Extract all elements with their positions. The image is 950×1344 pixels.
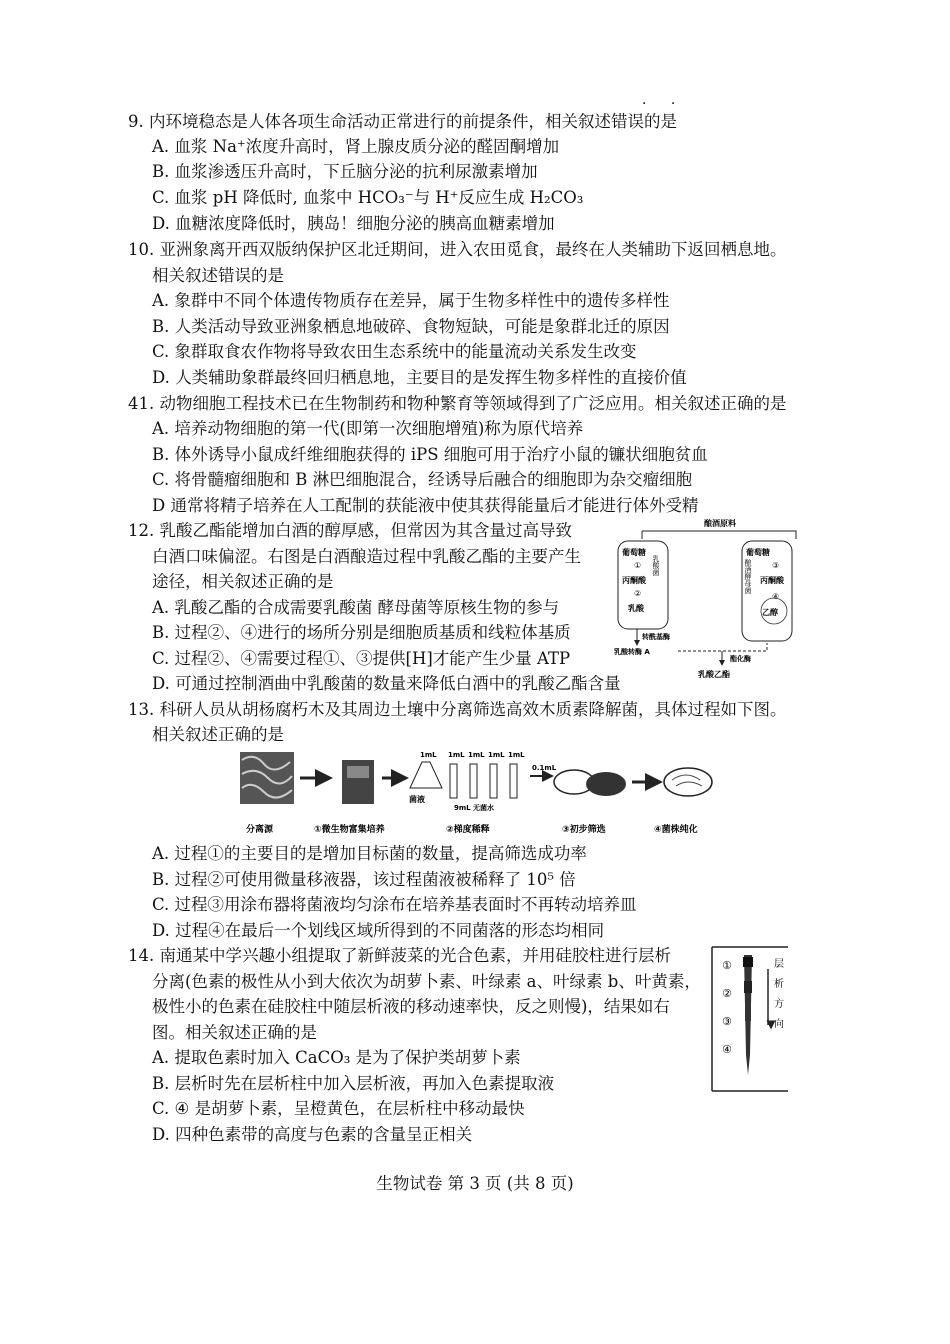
q12-pathway-diagram (612, 515, 826, 681)
fig12-right-glucose: 葡萄糖 (746, 548, 770, 557)
fig12-step2: ② (634, 589, 642, 598)
q10-option-c: C. 象群取食农作物将导致农田生态系统中的能量流动关系发生改变 (152, 342, 637, 361)
q11-stem: 41. 动物细胞工程技术已在生物制药和物种繁育等领域得到了广泛应用。相关叙述正确的是 (128, 394, 787, 413)
q14-stem-line1: 14. 南通某中学兴趣小组提取了新鲜菠菜的光合色素，并用硅胶柱进行层析 (128, 946, 671, 965)
fig13-tube-2 (470, 764, 477, 798)
fig13-label-source: 分离源 (246, 825, 274, 835)
fig12-step1: ① (634, 561, 642, 570)
q13-option-c: C. 过程③用涂布器将菌液均匀涂布在培养基表面时不再转动培养皿 (152, 895, 637, 914)
fig13-label-step1: ①微生物富集培养 (314, 825, 385, 835)
q12-option-d: D. 可通过控制酒曲中乳酸菌的数量来降低白酒中的乳酸乙酯含量 (152, 674, 621, 693)
fig14-band-label-1: ① (722, 959, 732, 972)
fig14-dir-1: 层 (774, 959, 784, 970)
fig14-band-label-2: ② (722, 987, 732, 1000)
fig13-tube-group (450, 764, 517, 798)
fig13-label-step4: ④菌株纯化 (654, 825, 698, 835)
fig14-band-label-4: ④ (722, 1043, 732, 1056)
q9-option-a: A. 血浆 Na⁺浓度升高时，肾上腺皮质分泌的醛固酮增加 (152, 137, 560, 156)
q13-option-d: D. 过程④在最后一个划线区域所得到的不同菌落的形态均相同 (152, 921, 605, 940)
fig13-bottle (410, 762, 442, 788)
q11-option-a: A. 培养动物细胞的第一代(即第一次细胞增殖)称为原代培养 (152, 419, 584, 438)
q14-column-diagram (710, 945, 794, 1093)
q14-stem-line4: 图。相关叙述正确的是 (152, 1023, 317, 1042)
fig13-vol-3: 1mL (468, 751, 485, 759)
fig12-right-ethanol: 乙醇 (762, 608, 778, 617)
fig13-tube-3 (490, 764, 497, 798)
fig14-dir-3: 方 (774, 999, 784, 1010)
fig12-lactyl-coa: 乳酸转酶 A (614, 648, 650, 656)
q12-option-b: B. 过程②、④进行的场所分别是细胞质基质和线粒体基质 (152, 623, 571, 642)
fig12-lactic-bacteria: 乳酸菌 (652, 555, 660, 576)
q10-option-a: A. 象群中不同个体遗传物质存在差异，属于生物多样性中的遗传多样性 (152, 291, 670, 310)
q11-option-b: B. 体外诱导小鼠成纤维细胞获得的 iPS 细胞可用于治疗小鼠的镰状细胞贫血 (152, 445, 708, 464)
fig12-step4: ④ (772, 592, 780, 601)
q12-option-c: C. 过程②、④需要过程①、③提供[H]才能产生少量 ATP (152, 649, 571, 668)
fig13-water-label: 9mL 无菌水 (454, 804, 495, 812)
fig14-dir-2: 析 (774, 979, 784, 990)
q14-option-c: C. ④ 是胡萝卜素，呈橙黄色，在层析柱中移动最快 (152, 1099, 525, 1118)
fig13-streak-lines (672, 775, 702, 786)
fig12-split-line (642, 531, 796, 539)
q9-stem: 9. 内环境稳态是人体各项生命活动正常进行的前提条件，相关叙述错误的是 (128, 112, 677, 131)
fig12-ethyl-lactate: 乳酸乙酯 (698, 670, 730, 679)
q11-option-d: D 通常将精子培养在人工配制的获能液中使其获得能量后才能进行体外受精 (152, 496, 699, 515)
fig14-band-label-3: ③ (722, 1015, 732, 1028)
q12-stem-line1: 12. 乳酸乙酯能增加白酒的醇厚感，但常因为其含量过高导致 (128, 521, 572, 540)
fig14-band-2 (744, 981, 752, 993)
q14-option-a: A. 提取色素时加入 CaCO₃ 是为了保护类胡萝卜素 (152, 1048, 521, 1067)
q9-option-d: D. 血糖浓度降低时，胰岛！细胞分泌的胰高血糖素增加 (152, 214, 555, 233)
fig12-step3: ③ (772, 561, 780, 570)
fig13-vol-4: 1mL (488, 751, 505, 759)
q9-option-b: B. 血浆渗透压升高时，下丘脑分泌的抗利尿激素增加 (152, 162, 538, 181)
page-footer: 生物试卷 第 3 页 (共 8 页) (376, 1174, 574, 1193)
q13-stem-line2: 相关叙述正确的是 (152, 725, 284, 744)
q13-option-b: B. 过程②可使用微量移液器，该过程菌液被稀释了 10⁵ 倍 (152, 870, 576, 889)
q14-option-d: D. 四种色素带的高度与色素的含量呈正相关 (152, 1125, 473, 1144)
q14-option-b: B. 层析时先在层析柱中加入层析液，再加入色素提取液 (152, 1074, 555, 1093)
q10-option-d: D. 人类辅助象群最终回归栖息地，主要目的是发挥生物多样性的直接价值 (152, 368, 687, 387)
fig12-top-label: 酿酒原料 (704, 519, 736, 528)
q9-option-c: C. 血浆 pH 降低时, 血浆中 HCO₃⁻与 H⁺反应生成 H₂CO₃ (152, 188, 584, 207)
fig12-right-pyruvate: 丙酮酸 (760, 576, 784, 585)
fig13-tube-4 (510, 764, 517, 798)
q10-stem-line2: 相关叙述错误的是 (152, 266, 284, 285)
fig13-plate-2 (586, 772, 626, 796)
fig12-left-lactate: 乳酸 (628, 604, 644, 613)
fig14-band-1 (743, 957, 753, 967)
q12-stem-line2: 白酒口味偏涩。右图是白酒酿造过程中乳酸乙酯的主要产生 (152, 547, 581, 566)
fig13-vol-1: 1mL (420, 751, 437, 759)
q12-option-a: A. 乳酸乙酯的合成需要乳酸菌 酵母菌等原核生物的参与 (152, 598, 560, 617)
fig13-tube-1 (450, 764, 457, 798)
fig13-vol-5: 1mL (508, 751, 525, 759)
fig12-left-pyruvate: 丙酮酸 (622, 576, 646, 585)
fig12-left-glucose: 葡萄糖 (622, 548, 646, 557)
fig13-label-step3: ③初步筛选 (562, 825, 606, 835)
fig13-vol-6: 0.1mL (532, 764, 557, 772)
q14-stem-line2: 分离(色素的极性从小到大依次为胡萝卜素、叶绿素 a、叶绿素 b、叶黄素， (152, 972, 701, 991)
fig12-esterase: 酯化酶 (730, 655, 751, 663)
q14-stem-line3: 极性小的色素在硅胶柱中随层析液的移动速率快，反之则慢)，结果如右 (152, 997, 670, 1016)
q11-option-c: C. 将骨髓瘤细胞和 B 淋巴细胞混合，经诱导后融合的细胞即为杂交瘤细胞 (152, 470, 693, 489)
fig14-band-3 (745, 1007, 751, 1021)
fig13-label-step2: ②梯度稀释 (446, 825, 490, 835)
fig12-dashed-link (678, 643, 767, 651)
q13-stem-line1: 13. 科研人员从胡杨腐朽木及其周边土壤中分离筛选高效木质素降解菌，具体过程如下图。 (128, 700, 787, 719)
q10-stem-line1: 10. 亚洲象离开西双版纳保护区北迁期间，进入农田觅食，最终在人类辅助下返回栖息地。 (128, 240, 787, 259)
q12-stem-line3: 途径，相关叙述正确的是 (152, 572, 334, 591)
fig12-yeast: 酿酒酵母菌 (744, 559, 752, 594)
fig13-incubator-window (347, 766, 369, 778)
fig13-bottle-label: 菌液 (409, 795, 425, 804)
fig14-dir-4: 向 (774, 1019, 784, 1030)
q13-option-a: A. 过程①的主要目的是增加目标菌的数量，提高筛选成功率 (152, 844, 587, 863)
fig13-vol-2: 1mL (448, 751, 465, 759)
emphasis-dots: · · (642, 96, 686, 112)
q10-option-b: B. 人类活动导致亚洲象栖息地破碎、食物短缺，可能是象群北迁的原因 (152, 317, 670, 336)
fig12-transferase: 转酰基酶 (642, 633, 670, 641)
q13-process-diagram (234, 748, 720, 840)
